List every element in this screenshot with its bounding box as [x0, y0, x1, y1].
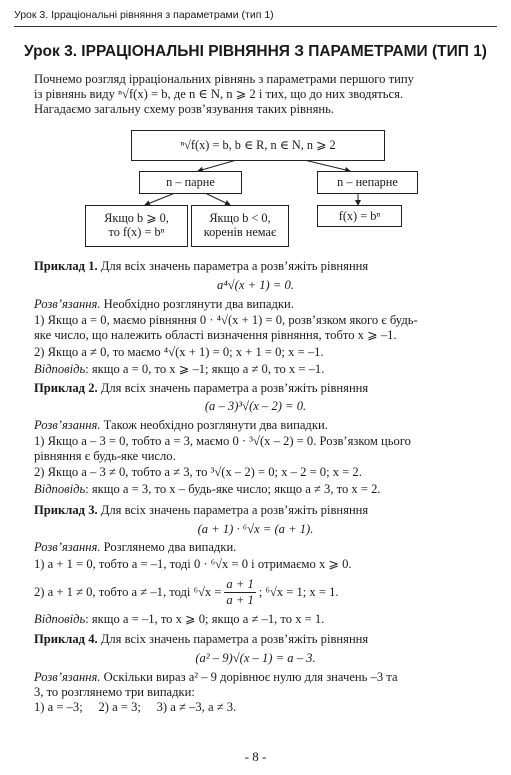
- example3-answer: [34, 612, 481, 627]
- example2-label: Приклад 2.: [34, 381, 98, 395]
- example3-case2-pre: 2) a + 1 ≠ 0, тобто a ≠ –1, тоді ⁶√x =: [34, 585, 222, 599]
- example4-solution-line2: 3, то розглянемо три випадки:: [34, 685, 195, 699]
- example2-equation: (a – 3)³√(x – 2) = 0.: [204, 399, 307, 413]
- example3-equation: (a + 1) · ⁶√x = (a + 1).: [197, 522, 314, 536]
- example4-solution-label: Розв’язання.: [34, 670, 101, 684]
- example3-fraction-numerator: a + 1: [226, 577, 254, 591]
- example4-task-text: Для всіх значень параметра a розв’яжіть рівняння: [97, 632, 369, 646]
- example3-case2: [34, 577, 481, 608]
- example4-solution-line1: [34, 670, 481, 685]
- scheme-odd-result-box: f(x) = bⁿ: [317, 205, 402, 227]
- example3-task-text: Для всіх значень параметра a розв’яжіть рівняння: [97, 503, 369, 517]
- scheme-even-left-line2: то f(x) = bⁿ: [108, 225, 165, 239]
- scheme-even-negative-box: [191, 205, 289, 247]
- example3-answer-label: Відповідь: [34, 612, 86, 626]
- example4-equation: (a² – 9)√(x – 1) = a – 3.: [195, 651, 316, 665]
- intro-line-3: Нагадаємо загальну схему розв’язування таких рівнянь.: [34, 102, 335, 116]
- example1-solution: [34, 297, 481, 312]
- example3-task: [34, 503, 481, 518]
- scheme-top-box: ⁿ√f(x) = b, b ∈ R, n ∈ N, n ⩾ 2: [131, 130, 385, 161]
- example3-fraction-denominator: a + 1: [226, 593, 254, 607]
- example1-task: [34, 259, 481, 274]
- example4-cases: 1) a = –3; 2) a = 3; 3) a ≠ –3, a ≠ 3.: [34, 700, 237, 714]
- example1-label: Приклад 1.: [34, 259, 98, 273]
- scheme-even-box: n – парне: [139, 171, 242, 194]
- example3-fraction: [224, 577, 255, 608]
- example2-solution: [34, 418, 481, 433]
- example1-solution-label: Розв’язання.: [34, 297, 101, 311]
- example2-case2: 2) Якщо a – 3 ≠ 0, тобто a ≠ 3, то ³√(x – 2) = 0; x – 2 = 0; x = 2.: [34, 465, 362, 479]
- example4-task: [34, 632, 481, 647]
- intro-line-1: Почнемо розгляд ірраціональних рівнянь з параметрами першого типу: [34, 72, 414, 86]
- example3-label: Приклад 3.: [34, 503, 98, 517]
- example1-answer-label: Відповідь: [34, 362, 86, 376]
- example1-case1-line2: яке число, що належить області визначення рівняння, тобто x ⩾ –1.: [34, 328, 397, 342]
- example2-case1-line2: рівняння є будь-яке число.: [34, 449, 176, 463]
- scheme-even-right-line2: коренів немає: [203, 225, 277, 239]
- example3-solution: [34, 540, 481, 555]
- example3-answer-text: : якщо a = –1, то x ⩾ 0; якщо a ≠ –1, то x = 1.: [85, 612, 325, 626]
- example4-solution-text: Оскільки вираз a² – 9 дорівнює нулю для значень –3 та: [100, 670, 398, 684]
- example1-equation: a⁴√(x + 1) = 0.: [217, 278, 294, 292]
- example4-label: Приклад 4.: [34, 632, 98, 646]
- scheme-odd-box: n – непарне: [317, 171, 418, 194]
- example2-case1-line1: 1) Якщо a – 3 = 0, тобто a = 3, маємо 0 · ³√(x – 2) = 0. Розв’язком цього: [34, 434, 411, 448]
- scheme-even-right-line1: Якщо b < 0,: [209, 211, 271, 225]
- example3-solution-intro: Розглянемо два випадки.: [100, 540, 237, 554]
- page-number: - 8 -: [244, 749, 267, 764]
- page-title: Урок 3. ІРРАЦІОНАЛЬНІ РІВНЯННЯ З ПАРАМЕТРАМИ (ТИП 1): [24, 43, 487, 60]
- example1-answer-text: : якщо a = 0, то x ⩾ –1; якщо a ≠ 0, то x = –1.: [85, 362, 325, 376]
- example2-solution-intro: Також необхідно розглянути два випадки.: [100, 418, 328, 432]
- example1-task-text: Для всіх значень параметра a розв’яжіть рівняння: [97, 259, 369, 273]
- example1-solution-intro: Необхідно розглянути два випадки.: [100, 297, 294, 311]
- scheme-even-nonnegative-box: [85, 205, 188, 247]
- example2-answer-label: Відповідь: [34, 482, 86, 496]
- example2-answer-text: : якщо a = 3, то x – будь-яке число; якщо a ≠ 3, то x = 2.: [85, 482, 381, 496]
- running-header: Урок 3. Ірраціональні рівняння з параметрами (тип 1): [14, 9, 274, 21]
- example2-answer: [34, 482, 481, 497]
- example1-answer: [34, 362, 481, 377]
- example3-case1: 1) a + 1 = 0, тобто a = –1, тоді 0 · ⁶√x = 0 і отримаємо x ⩾ 0.: [34, 557, 352, 571]
- example2-task-text: Для всіх значень параметра a розв’яжіть рівняння: [97, 381, 369, 395]
- example3-solution-label: Розв’язання.: [34, 540, 101, 554]
- intro-line-2: із рівнянь виду ⁿ√f(x) = b, де n ∈ N, n ⩾ 2 і тих, що до них зводяться.: [34, 87, 404, 101]
- example3-case2-post: ; ⁶√x = 1; x = 1.: [258, 585, 339, 599]
- example2-task: [34, 381, 481, 396]
- example1-case1-line1: 1) Якщо a = 0, маємо рівняння 0 · ⁴√(x + 1) = 0, розв’язком якого є будь-: [34, 313, 418, 327]
- example2-solution-label: Розв’язання.: [34, 418, 101, 432]
- example1-case2: 2) Якщо a ≠ 0, то маємо ⁴√(x + 1) = 0; x + 1 = 0; x = –1.: [34, 345, 324, 359]
- scheme-even-left-line1: Якщо b ⩾ 0,: [104, 211, 169, 225]
